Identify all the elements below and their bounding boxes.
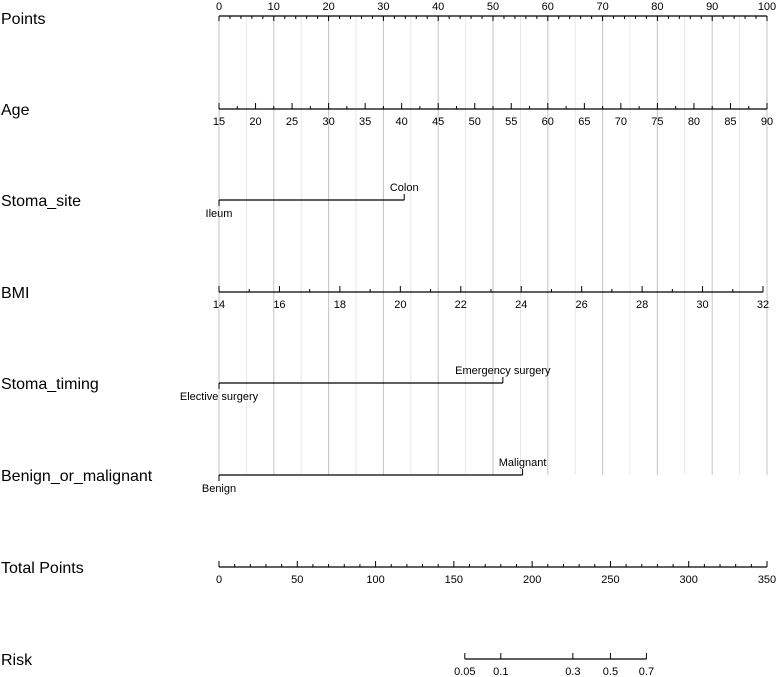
variable-tick-label: 16 xyxy=(273,299,286,311)
risk-axis xyxy=(454,653,654,677)
row-label-benign-or-malignant: Benign_or_malignant xyxy=(1,468,153,485)
points-tick-label: 90 xyxy=(706,1,719,13)
row-label-total-points: Total Points xyxy=(1,560,84,577)
variable-tick-label: 45 xyxy=(432,116,445,128)
points-tick-label: 0 xyxy=(215,1,223,13)
risk-tick-label: 0.5 xyxy=(602,666,619,677)
variable-tick-label: 22 xyxy=(454,299,467,311)
level-label: Ileum xyxy=(205,208,233,220)
points-tick-label: 50 xyxy=(486,1,500,13)
level-label: Benign xyxy=(201,483,237,495)
benign-or-malignant-axis xyxy=(202,457,547,495)
risk-tick-label: 0.7 xyxy=(638,666,655,677)
total-points-tick-label: 100 xyxy=(366,574,385,586)
variable-tick-label: 55 xyxy=(505,116,518,128)
row-label-points: Points xyxy=(1,11,46,28)
total-points-tick-label: 350 xyxy=(757,574,777,586)
points-tick-label: 30 xyxy=(377,1,390,13)
risk-tick-label: 0.1 xyxy=(493,666,509,677)
variable-tick-label: 90 xyxy=(760,116,774,128)
level-label: Colon xyxy=(389,182,419,194)
total-points-tick-label: 300 xyxy=(679,574,698,586)
level-label: Elective surgery xyxy=(179,391,259,403)
variable-tick-label: 80 xyxy=(687,116,701,128)
total-points-tick-label: 0 xyxy=(215,574,223,586)
variable-tick-label: 25 xyxy=(285,116,299,128)
total-points-tick-label: 150 xyxy=(444,574,464,586)
total-points-axis xyxy=(216,561,776,586)
points-axis xyxy=(216,1,776,21)
level-label: Malignant xyxy=(498,457,547,469)
points-tick-label: 100 xyxy=(757,1,777,13)
variable-tick-label: 18 xyxy=(333,299,347,311)
variable-tick-label: 30 xyxy=(696,299,709,311)
points-tick-label: 40 xyxy=(432,1,445,13)
row-label-risk: Risk xyxy=(1,652,33,669)
variable-tick-label: 20 xyxy=(249,116,262,128)
variable-tick-label: 20 xyxy=(394,299,407,311)
row-label-stoma-site: Stoma_site xyxy=(1,193,82,210)
stoma-site-axis xyxy=(206,182,419,220)
variable-tick-label: 85 xyxy=(724,116,737,128)
points-tick-label: 60 xyxy=(541,1,554,13)
row-label-bmi: BMI xyxy=(1,285,30,302)
level-label: Emergency surgery xyxy=(455,365,551,377)
variable-tick-label: 24 xyxy=(515,299,528,311)
points-tick-label: 10 xyxy=(267,1,280,13)
variable-tick-label: 30 xyxy=(322,116,335,128)
variable-tick-label: 15 xyxy=(212,116,226,128)
points-tick-label: 80 xyxy=(651,1,664,13)
variable-tick-label: 65 xyxy=(578,116,591,128)
total-points-tick-label: 200 xyxy=(522,574,542,586)
total-points-tick-label: 50 xyxy=(291,574,304,586)
points-tick-label: 70 xyxy=(596,1,609,13)
row-label-stoma-timing: Stoma_timing xyxy=(1,376,99,393)
variable-tick-label: 28 xyxy=(635,299,649,311)
risk-tick-label: 0.05 xyxy=(454,666,476,677)
variable-tick-label: 26 xyxy=(575,299,588,311)
variable-tick-label: 14 xyxy=(212,299,226,311)
bmi-axis xyxy=(213,286,769,311)
points-tick-label: 20 xyxy=(322,1,335,13)
variable-tick-label: 40 xyxy=(395,116,408,128)
total-points-tick-label: 250 xyxy=(601,574,620,586)
stoma-timing-axis xyxy=(180,365,551,403)
variable-tick-label: 60 xyxy=(541,116,554,128)
variable-tick-label: 32 xyxy=(756,299,770,311)
variable-tick-label: 50 xyxy=(468,116,481,128)
risk-tick-label: 0.3 xyxy=(565,666,581,677)
variable-tick-label: 35 xyxy=(359,116,372,128)
variable-tick-label: 75 xyxy=(651,116,664,128)
grid-lines xyxy=(219,16,770,475)
variable-tick-label: 70 xyxy=(614,116,627,128)
row-label-age: Age xyxy=(1,102,30,119)
